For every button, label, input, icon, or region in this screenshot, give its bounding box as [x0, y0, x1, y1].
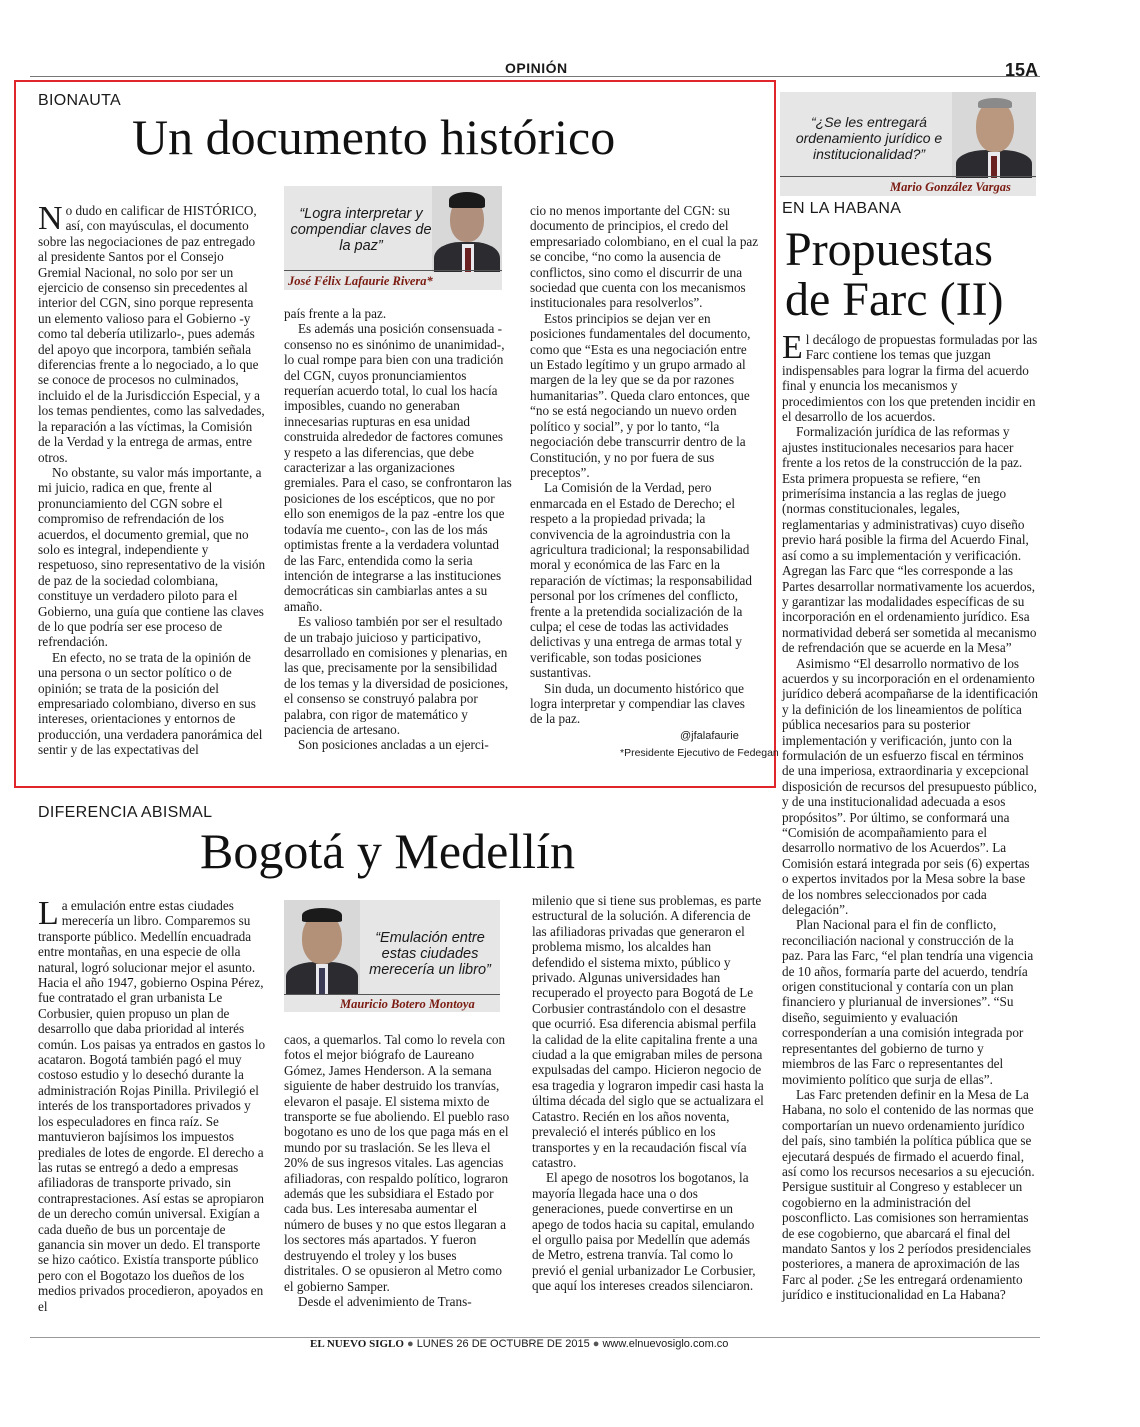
article2-body [782, 329, 1038, 1303]
paragraph: Las Farc pretenden definir en la Mesa de La Habana, no solo el contenido de las normas que comportarían un nuevo ordenamiento jurídico del país, sino también la política pública que se ejecutará después de firmado el acuerdo final, así como los recursos necesarios a su ejecución. Persigue sustituir al Congreso y establecer un cogobierno en la administración del posconflicto. Las comisiones son herramientas de ese cogobierno, que abarcará el final del mandato Santos y los 2 períodos presidenciales posteriores, a manera de aproximación de las Farc al poder. ¿Se les entregará ordenamiento jurídico e institucionalidad en La Habana? [782, 1086, 1035, 1303]
page-number: 15A [1005, 60, 1039, 80]
article2-author: Mario González Vargas [890, 180, 1011, 194]
paragraph: cio no menos importante del CGN: su documento de principios, el credo del empresariado colombiano, en el cual la paz se concibe, “no como la ausencia de conflictos, sino como el discurrir de una sociedad que cuenta con los mecanismos institucionales para resolverlos”. [530, 203, 759, 311]
bullet-icon: ● [592, 1338, 603, 1350]
author-photo [432, 186, 502, 272]
article1-col3 [530, 203, 760, 727]
paragraph: Sin duda, un documento histórico que logra interpretar y compendiar las claves de la paz. [530, 680, 745, 727]
footer-url: www.elnuevosiglo.com.co [602, 1338, 729, 1350]
author-footnote: *Presidente Ejecutivo de Fedegan [620, 747, 779, 759]
article3-kicker: DIFERENCIA ABISMAL [38, 804, 213, 821]
paragraph: Formalización jurídica de las reformas y ajustes institucionales necesarios para hacer frente a los retos de la construcción de la paz. Esta primera propuesta se refiere, “en primerísima instancia a las reglas de juego (normas constitucionales, legales, reglamentarias y administrativas) cuyo diseño previo hará posible la firma del Acuerdo Final, así como a su implementación y verificación. Agregan las Farc que “les corresponde a las Partes desarrollar normativamente los acuerdos, y garantizar las modalidades específicas de su incorporación en el ordenamiento jurídico. Esa normatividad deberá ser sometida al mecanismo de refrendación que se acuerde en la Mesa” [782, 424, 1037, 656]
footer-brand: EL NUEVO SIGLO [310, 1338, 404, 1350]
article2-quote-box [780, 92, 1036, 196]
paragraph: Es además una posición consensuada -consenso no es sinónimo de unanimidad-, lo cual rompe para bien con una tradición del CGN, cuyos pronunciamientos requerían acuerdo total, lo cual los hacía imposibles, cuando no generaban innecesarias rupturas en esa unidad construida alrededor de factores comunes y respeto a las diferencias, que debe caracterizar a las organizaciones gremiales. Para el caso, se confrontaron las posiciones de los escépticos, que no por ello son enemigos de la paz -entre los que todavía me cuento-, con las de los más optimistas frente a la verdadera voluntad de las Farc, entendida como la seria intención de integrarse a las instituciones democráticas sin cambiarlas antes a su amaño. [284, 321, 512, 614]
paragraph: a emulación entre estas ciudades merecería un libro. Comparemos su transporte público. Medellín encuadrada entre montañas, en una especie de olla natural, logró solucionar mejor el asunto. Hacia el año 1947, gobierno Ospina Pérez, fue contratado el gran urbanista Le Corbusier, quien propuso un plan de desarrollo que daba prioridad al interés común. Los paisas ya entrados en gastos lo acataron. Bogotá también pagó el muy costoso estudio y lo desechó durante la administración Rojas Pinilla. Privilegió el interés de los transportadores privados y los especuladores en finca raíz. Se mantuvieron bajísimos los impuestos prediales de lotes de engorde. El derecho a las rutas se entregó a dedo a empresas afiliadoras de transporte privado, sin contraprestaciones. Así estas se apropiaron de un derecho común universal. Exigían a cada dueño de bus un porcentaje de ganancia sin mover un dedo. El transporte se hizo caótico. Existía transporte público pero con el Bogotazo los dueños de los medios privados procedieron, apoyados en el [38, 898, 266, 1314]
paragraph: El apego de nosotros los bogotanos, la mayoría llegada hace una o dos generaciones, puede convertirse en un apego de todos hacia su capital, emulando el orgullo paisa por Medellín que además de Metro, estrena tranvía. Tal como lo previó el genial urbanizador Le Corbusier, que aquí los intereses creados silenciaron. [532, 1170, 756, 1294]
paragraph: l decálogo de propuestas formuladas por las Farc contiene los temas que juzgan indispensables para lograr la firma del acuerdo final y enuncia los mecanismos y procedimientos con los que pretenden incidir en el desarrollo de los acuerdos. [782, 332, 1038, 425]
article2-kicker: EN LA HABANA [782, 200, 902, 217]
paragraph: Plan Nacional para el fin de conflicto, reconciliación nacional y construcción de la paz. Para las Farc, “el plan tendría una vigencia de 10 años, formaría parte del acuerdo, tendría origen constitucional y contaría con un plan financiero y plurianual de inversiones”. “Su diseño, seguimiento y evaluación corresponderían a una comisión integrada por representantes del gobierno de turno y miembros de las Farc o representantes del movimiento político que surja de ellas”. [782, 917, 1034, 1087]
paragraph: caos, a quemarlos. Tal como lo revela con fotos el mejor biógrafo de Laureano Gómez, James Henderson. A la semana siguiente de haber destruido los tranvías, elevaron el pasaje. El sistema mixto de transporte se fue aboliendo. El pueblo raso bogotano es uno de los que paga más en el mundo por su traslación. Se les lleva el 20% de sus ingresos vitales. Las agencias afiliadoras, con respaldo político, lograron además que les subsidiara el Estado por cada bus. Les interesaba aumentar el número de buses y no que estos llegaran a los sectores más apartados. Y fueron destruyendo el troley y los buses distritales. O se opusieron al Metro como el gobierno Samper. [284, 1032, 510, 1294]
article1-quote: “Logra interpretar y compendiar claves de la paz” [290, 206, 432, 254]
paragraph: milenio que si tiene sus problemas, es parte estructural de la solución. A diferencia de las afiliadoras privadas que generaron el problema mismo, los alcaldes han defendido el sistema mixto, público y privado. Algunas universidades han recuperado el proyecto para Bogotá de Le Corbusier contrastándolo con el desastre que ocurrió. Esa diferencia abismal perfila la calidad de la elite capitalina frente a una ciudad a la que emigraban miles de persona expulsadas del campo. Hicieron negocio de esa tragedia y lograron impedir casi hasta la última década del siglo que se actualizara el Catastro. Recién en los años noventa, prevaleció el interés público en los transportes y en la recaudación fiscal vía catastro. [532, 893, 764, 1170]
top-rule [30, 76, 1040, 77]
article1-kicker: BIONAUTA [38, 92, 122, 109]
bullet-icon: ● [406, 1338, 417, 1350]
article2-title-line2: de Farc (II) [785, 273, 1004, 326]
dropcap: N [38, 200, 63, 237]
footer-date: LUNES 26 DE OCTUBRE DE 2015 [416, 1338, 590, 1350]
article3-quote-box [284, 900, 500, 1012]
twitter-handle: @jfalafaurie [680, 730, 739, 742]
author-photo [952, 92, 1036, 178]
article3-author: Mauricio Botero Montoya [340, 997, 475, 1011]
article3-title: Bogotá y Medellín [200, 823, 575, 879]
article3-col3 [532, 893, 764, 1294]
article3-quote: “Emulación entre estas ciudades merecería un libro” [369, 930, 491, 978]
article1-author: José Félix Lafaurie Rivera* [288, 274, 433, 288]
paragraph: o dudo en calificar de HISTÓRICO, así, con mayúsculas, el documento sobre las negociaciones de paz entregado al presidente Santos por el Consejo Gremial Nacional, no solo por ser un ejercicio de consenso sin precedentes al interior del CGN, sino porque representa un elemento valioso para el Gobierno -y como tal debería utilizarlo-, pues además del apoyo que incorpora, también señala diferencias frente a lo negociado, a lo que se conoce de procesos no culminados, incluido el de la Jurisdicción Especial, y a los temas pendientes, como las salvedades, la reparación a las víctimas, la Comisión de la Verdad y la entrega de armas, entre otros. [38, 203, 265, 465]
article3-col2 [284, 1032, 514, 1309]
byline-rule [284, 994, 500, 995]
article1-quote-box [284, 186, 502, 290]
article1-col1 [38, 200, 266, 758]
byline-rule [780, 176, 1036, 177]
article1-title: Un documento histórico [132, 109, 616, 165]
paragraph: Desde el advenimiento de Trans- [298, 1293, 472, 1309]
byline-rule [284, 270, 502, 271]
article1-col2 [284, 306, 512, 753]
footer [310, 1338, 728, 1350]
paragraph: Estos principios se dejan ver en posiciones fundamentales del documento, como que “Esta es una negociación entre un Estado legítimo y un grupo armado al margen de la ley que se da por razones humanitarias”. Queda claro entonces, que “no se está negociando un nuevo orden político y social”, y por lo tanto, “la negociación debe transcurrir dentro de la Constitución, y no por fuera de sus preceptos”. [530, 310, 751, 480]
paragraph: Es valioso también por ser el resultado de un trabajo juicioso y participativo, desarrollado en comisiones y plenarias, en las que, precisamente por la sensibilidad de los temas y la diversidad de posiciones, el consenso se construyó palabra por palabra, con rigor de matemático y paciencia de artesano. [284, 614, 509, 737]
paragraph: país frente a la paz. [284, 306, 387, 321]
paragraph: Son posiciones ancladas a un ejerci- [298, 737, 489, 753]
paragraph: En efecto, no se trata de la opinión de una persona o un sector político o de opinión; se trata de la posición del empresariado colombiano, diverso en sus intereses, orientaciones y entornos de producción, una verdadera panorámica del sentir y de las expectativas del [38, 649, 263, 758]
author-photo [284, 900, 360, 994]
paragraph: La Comisión de la Verdad, pero enmarcada en el Estado de Derecho; el respeto a la propiedad privada; la convivencia de la agroindustria con la agricultura tradicional; la responsabilidad moral y económica de las Farc en la reparación de víctimas; la responsabilidad personal por los crímenes del conflicto, frente a la pretendida socialización de la culpa; el cese de todas las actividades delictivas y una entrega de armas total y verificable, son todas posiciones sustantivas. [530, 480, 752, 681]
article2-quote: “¿Se les entregará ordenamiento jurídico e institucionalidad?” [795, 114, 943, 162]
paragraph: Asimismo “El desarrollo normativo de los acuerdos y su incorporación en el ordenamiento jurídico deberá acompañarse de la identificación y la definición de los lineamientos de política pública necesarios para su posterior implementación y verificación, junto con la formulación de un esfuerzo fiscal en términos de una imperiosa, extraordinaria y excepcional disposición de recursos del presupuesto público, y de una institucionalidad adecuada a esos propósitos”. Por último, se conformará una “Comisión de acompañamiento para el desarrollo normativo de los Acuerdos”. La Comisión estará integrada por seis (6) expertas o expertos invitados por la Mesa sobre la base de los nombres seleccionados por cada delegación”. [782, 655, 1038, 918]
dropcap: L [38, 895, 59, 932]
dropcap: E [782, 329, 803, 366]
article3-col1 [38, 895, 266, 1314]
paragraph: No obstante, su valor más importante, a mi juicio, radica en que, frente al pronunciamiento del CGN sobre el compromiso de refrendación de los acuerdos, el documento gremial, que no solo es integral, independiente y respetuoso, sino representativo de la visión de paz de la sociedad colombiana, constituye un verdadero piloto para el Gobierno, una guía que contiene las claves de lo que podría ser ese proceso de refrendación. [38, 464, 266, 650]
article2-title-line1: Propuestas [785, 223, 993, 276]
section-label: OPINIÓN [505, 60, 568, 76]
